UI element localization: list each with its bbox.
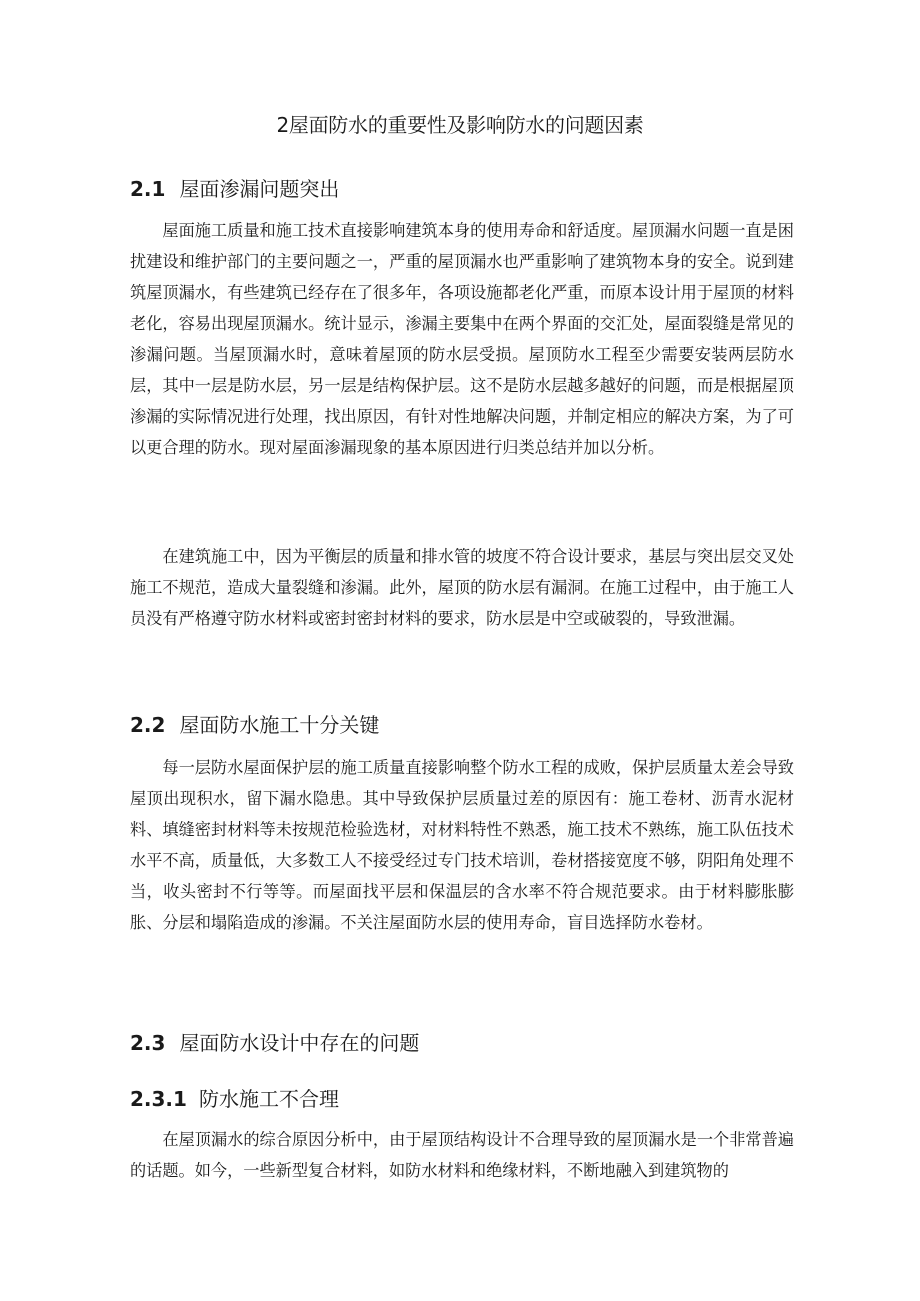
subsection-heading-2-3-1	[130, 1084, 339, 1114]
subsection-title: 防水施工不合理	[198, 1087, 339, 1111]
chapter-title: 2屋面防水的重要性及影响防水的问题因素	[276, 113, 644, 137]
section-title: 屋面防水设计中存在的问题	[179, 1031, 420, 1055]
section-heading-2-3	[130, 1028, 419, 1058]
section-heading-2-2	[130, 710, 379, 740]
section-heading-2-1	[130, 174, 339, 204]
paragraph: 屋面施工质量和施工技术直接影响建筑本身的使用寿命和舒适度。屋顶漏水问题一直是困扰建设和维护部门的主要问题之一，严重的屋顶漏水也严重影响了建筑物本身的安全。说到建筑屋顶漏水，有些建筑已经存在了很多年，各项设施都老化严重，而原本设计用于屋顶的材料老化，容易出现屋顶漏水。统计显示，渗漏主要集中在两个界面的交汇处，屋面裂缝是常见的渗漏问题。当屋顶漏水时，意味着屋顶的防水层受损。屋顶防水工程至少需要安装两层防水层，其中一层是防水层，另一层是结构保护层。这不是防水层越多越好的问题，而是根据屋顶渗漏的实际情况进行处理，找出原因，有针对性地解决问题，并制定相应的解决方案，为了可以更合理的防水。现对屋面渗漏现象的基本原因进行归类总结并加以分析。	[130, 221, 794, 457]
section-number: 2.3	[130, 1031, 166, 1055]
section-number: 2.2	[130, 713, 166, 737]
paragraph: 在建筑施工中，因为平衡层的质量和排水管的坡度不符合设计要求，基层与突出层交叉处施工不规范，造成大量裂缝和渗漏。此外，屋顶的防水层有漏洞。在施工过程中，由于施工人员没有严格遵守防水材料或密封密封材料的要求，防水层是中空或破裂的，导致泄漏。	[130, 547, 794, 628]
paragraph: 每一层防水屋面保护层的施工质量直接影响整个防水工程的成败，保护层质量太差会导致屋顶出现积水，留下漏水隐患。其中导致保护层质量过差的原因有：施工卷材、沥青水泥材料、填缝密封材料等未按规范检验选材，对材料特性不熟悉，施工技术不熟练，施工队伍技术水平不高，质量低，大多数工人不接受经过专门技术培训，卷材搭接宽度不够，阴阳角处理不当，收头密封不行等等。而屋面找平层和保温层的含水率不符合规范要求。由于材料膨胀膨胀、分层和塌陷造成的渗漏。不关注屋面防水层的使用寿命，盲目选择防水卷材。	[130, 758, 794, 932]
subsection-number: 2.3.1	[130, 1087, 187, 1111]
section-number: 2.1	[130, 177, 166, 201]
paragraph: 在屋顶漏水的综合原因分析中，由于屋顶结构设计不合理导致的屋顶漏水是一个非常普遍的话题。如今，一些新型复合材料，如防水材料和绝缘材料，不断地融入到建筑物的	[130, 1130, 794, 1180]
section-title: 屋面防水施工十分关键	[179, 713, 380, 737]
section-title: 屋面渗漏问题突出	[179, 177, 340, 201]
